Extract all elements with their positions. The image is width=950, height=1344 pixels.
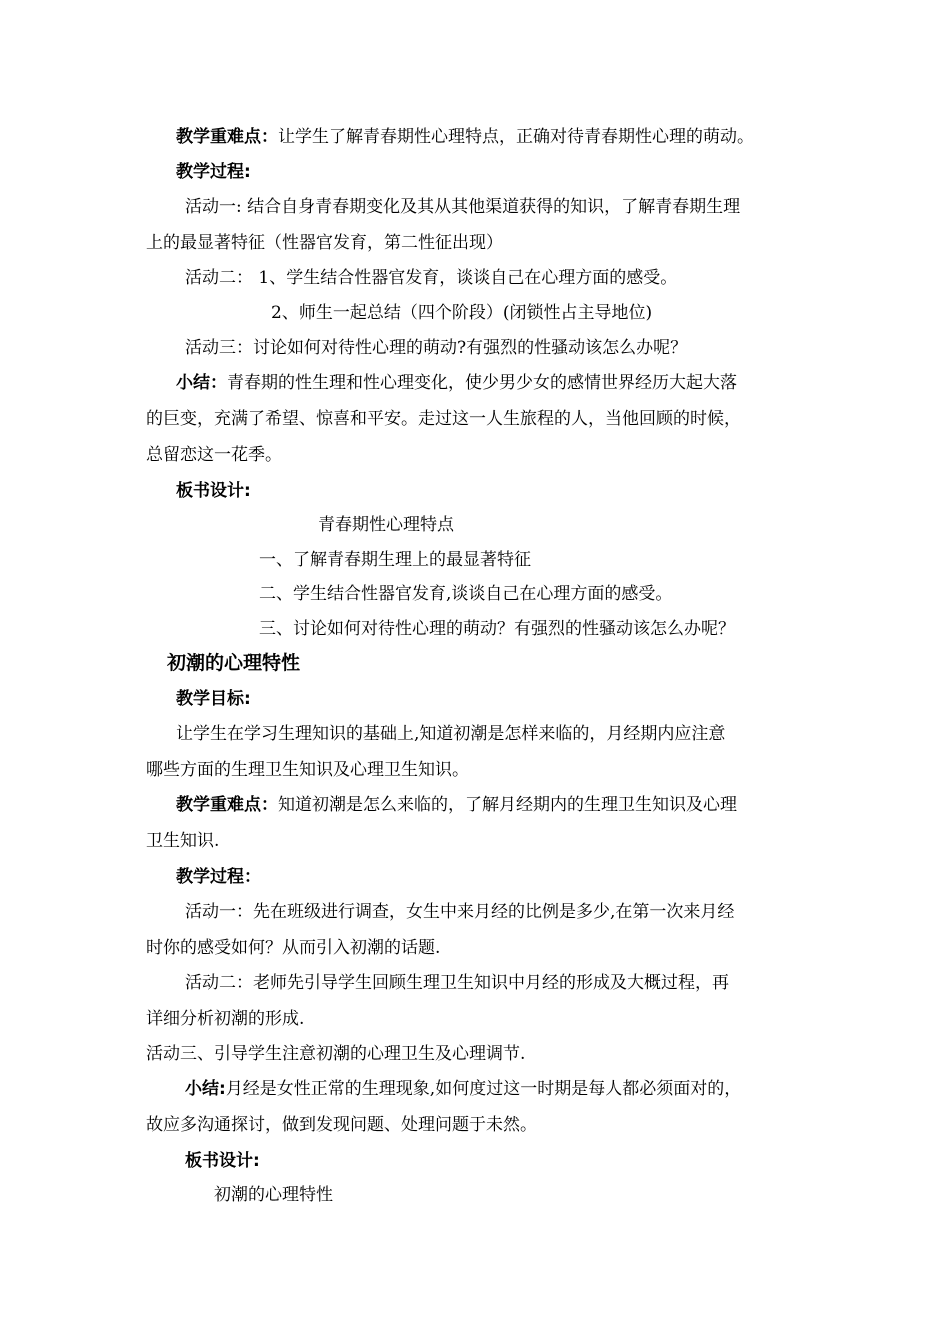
difficulty-text: 让学生了解青春期性心理特点，正确对待青春期性心理的萌动。 bbox=[278, 127, 754, 147]
activity-2-line-2: 2、师生一起总结（四个阶段）(闭锁性占主导地位) bbox=[271, 303, 653, 323]
activity-1-line-1: 活动一: 结合自身青春期变化及其从其他渠道获得的知识，了解青春期生理 bbox=[185, 197, 741, 217]
summary-line-2-s2: 故应多沟通探讨，做到发现问题、处理问题于未然。 bbox=[146, 1115, 537, 1135]
activity-3: 活动三：讨论如何对待性心理的萌动?有强烈的性骚动该怎么办呢？ bbox=[185, 338, 688, 358]
activity-2-line-2-s2: 详细分析初潮的形成. bbox=[146, 1009, 305, 1029]
difficulty-line bbox=[176, 127, 754, 147]
process-label-2: 教学过程： bbox=[176, 867, 261, 887]
board-label-2: 板书设计: bbox=[185, 1151, 260, 1171]
difficulty-label-2: 教学重难点： bbox=[176, 795, 278, 815]
summary-line-3: 总留恋这一花季。 bbox=[146, 445, 282, 465]
summary-line-2: 的巨变，充满了希望、惊喜和平安。走过这一人生旅程的人，当他回顾的时候， bbox=[146, 409, 741, 429]
difficulty-text-2: 知道初潮是怎么来临的，了解月经期内的生理卫生知识及心理 bbox=[278, 795, 737, 815]
activity-3-s2: 活动三、引导学生注意初潮的心理卫生及心理调节. bbox=[146, 1044, 526, 1064]
board-label: 板书设计: bbox=[176, 481, 251, 501]
summary-label-2: 小结: bbox=[185, 1079, 226, 1099]
board-item-3: 三、讨论如何对待性心理的萌动？有强烈的性骚动该怎么办呢？ bbox=[259, 619, 735, 639]
board-item-1: 一、了解青春期生理上的最显著特征 bbox=[259, 550, 531, 570]
activity-1-line-2-s2: 时你的感受如何？从而引入初潮的话题. bbox=[146, 938, 441, 958]
activity-1-line-2: 上的最显著特征（性器官发育，第二性征出现） bbox=[146, 233, 503, 253]
goal-line-2: 哪些方面的生理卫生知识及心理卫生知识。 bbox=[146, 760, 469, 780]
goal-line-1: 让学生在学习生理知识的基础上,知道初潮是怎样来临的，月经期内应注意 bbox=[176, 724, 726, 744]
summary-text: 青春期的性生理和性心理变化，使少男少女的感情世界经历大起大落 bbox=[227, 373, 737, 393]
summary-text-2: 月经是女性正常的生理现象,如何度过这一时期是每人都必须面对的， bbox=[225, 1079, 742, 1099]
board-title: 青春期性心理特点 bbox=[318, 515, 454, 535]
summary-line-1 bbox=[176, 373, 737, 393]
goal-label: 教学目标: bbox=[176, 689, 251, 709]
summary-line-1-s2 bbox=[185, 1079, 741, 1099]
section-title: 初潮的心理特性 bbox=[167, 652, 301, 674]
activity-1-line-1-s2: 活动一：先在班级进行调查，女生中来月经的比例是多少,在第一次来月经 bbox=[185, 902, 735, 922]
activity-2-line-1: 活动二： 1、学生结合性器官发育，谈谈自己在心理方面的感受。 bbox=[185, 268, 678, 288]
difficulty-line-1 bbox=[176, 795, 737, 815]
difficulty-line-2: 卫生知识. bbox=[146, 831, 220, 851]
activity-2-line-1-s2: 活动二：老师先引导学生回顾生理卫生知识中月经的形成及大概过程，再 bbox=[185, 973, 729, 993]
board-item-2: 二、学生结合性器官发育,谈谈自己在心理方面的感受。 bbox=[259, 584, 673, 604]
summary-label: 小结： bbox=[176, 373, 227, 393]
difficulty-label: 教学重难点： bbox=[176, 127, 278, 147]
process-label: 教学过程: bbox=[176, 162, 251, 182]
board-title-2: 初潮的心理特性 bbox=[214, 1185, 333, 1205]
